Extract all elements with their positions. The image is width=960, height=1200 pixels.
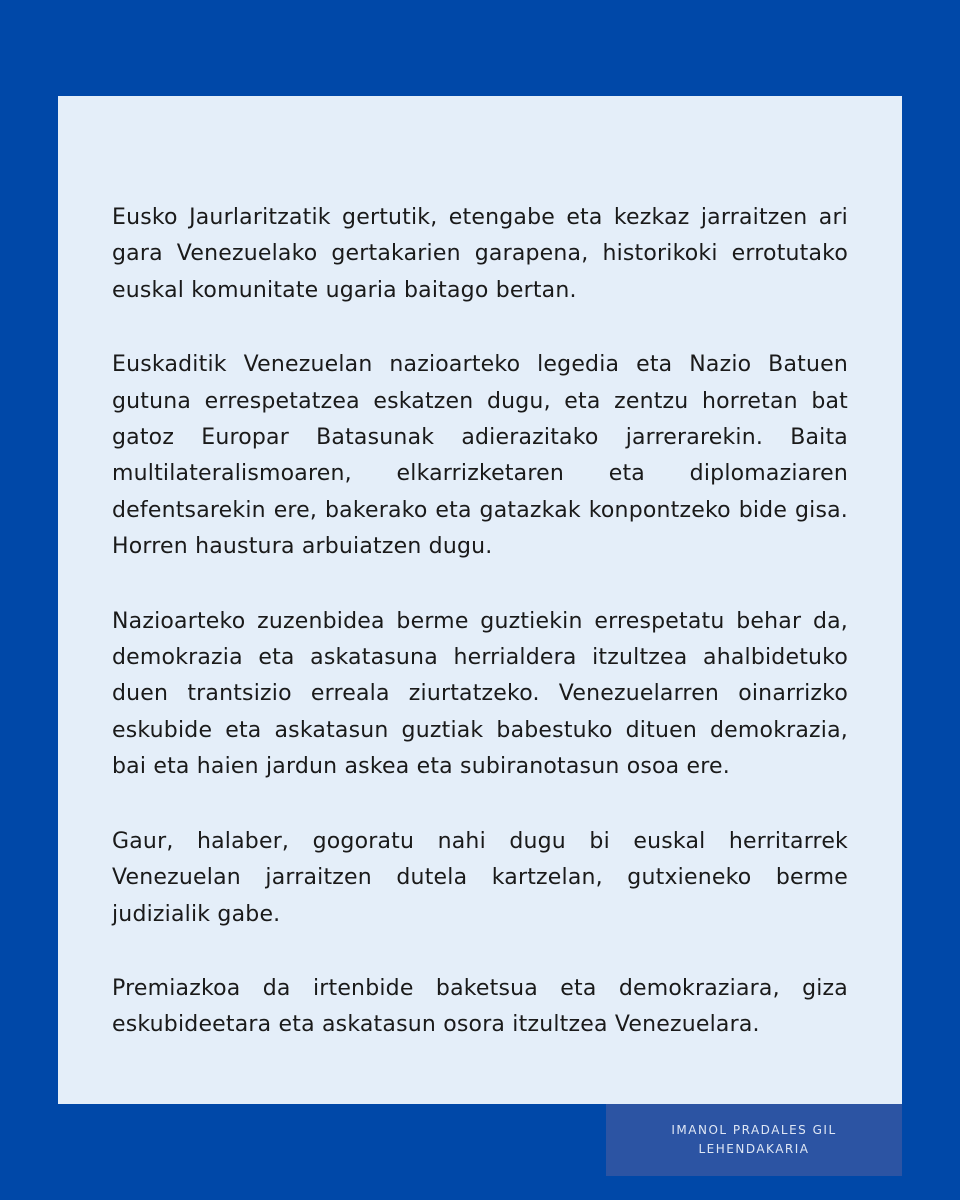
- signature-title: LEHENDAKARIA: [698, 1142, 810, 1156]
- signature-box: [606, 1104, 902, 1176]
- statement-paragraph-2: Euskaditik Venezuelan nazioarteko legedia eta Nazio Batuen gutuna errespetatzea eskatzen dugu, eta zentzu horretan bat gatoz Europar Batasunak adierazitako jarrerarekin. Baita multilateralismoaren, elkarrizketaren eta diplomaziaren defentsarekin ere, bakerako eta gatazkak konpontzeko bide gisa. Horren haustura arbuiatzen dugu.: [112, 352, 848, 560]
- statement-card: [58, 96, 902, 1104]
- statement-paragraph-5: Premiazkoa da irtenbide baketsua eta demokraziara, giza eskubideetara eta askatasun osora itzultzea Venezuelara.: [112, 975, 848, 1038]
- statement-paragraph-4: Gaur, halaber, gogoratu nahi dugu bi euskal herritarrek Venezuelan jarraitzen dutela kartzelan, gutxieneko berme judizialik gabe.: [112, 828, 848, 927]
- statement-paragraph-1: Eusko Jaurlaritzatik gertutik, etengabe eta kezkaz jarraitzen ari gara Venezuelako gertakarien garapena, historikoki errotutako euskal komunitate ugaria baitago bertan.: [112, 205, 848, 303]
- signature-name: IMANOL PRADALES GIL: [671, 1123, 837, 1137]
- statement-paragraph-3: Nazioarteko zuzenbidea berme guztiekin errespetatu behar da, demokrazia eta askatasuna herrialdera itzultzea ahalbidetuko duen trantsizio erreala ziurtatzeko. Venezuelarren oinarrizko eskubide eta askatasun guztiak babestuko dituen demokrazia, bai eta haien jardun askea eta subiranotasun osoa ere.: [112, 608, 848, 780]
